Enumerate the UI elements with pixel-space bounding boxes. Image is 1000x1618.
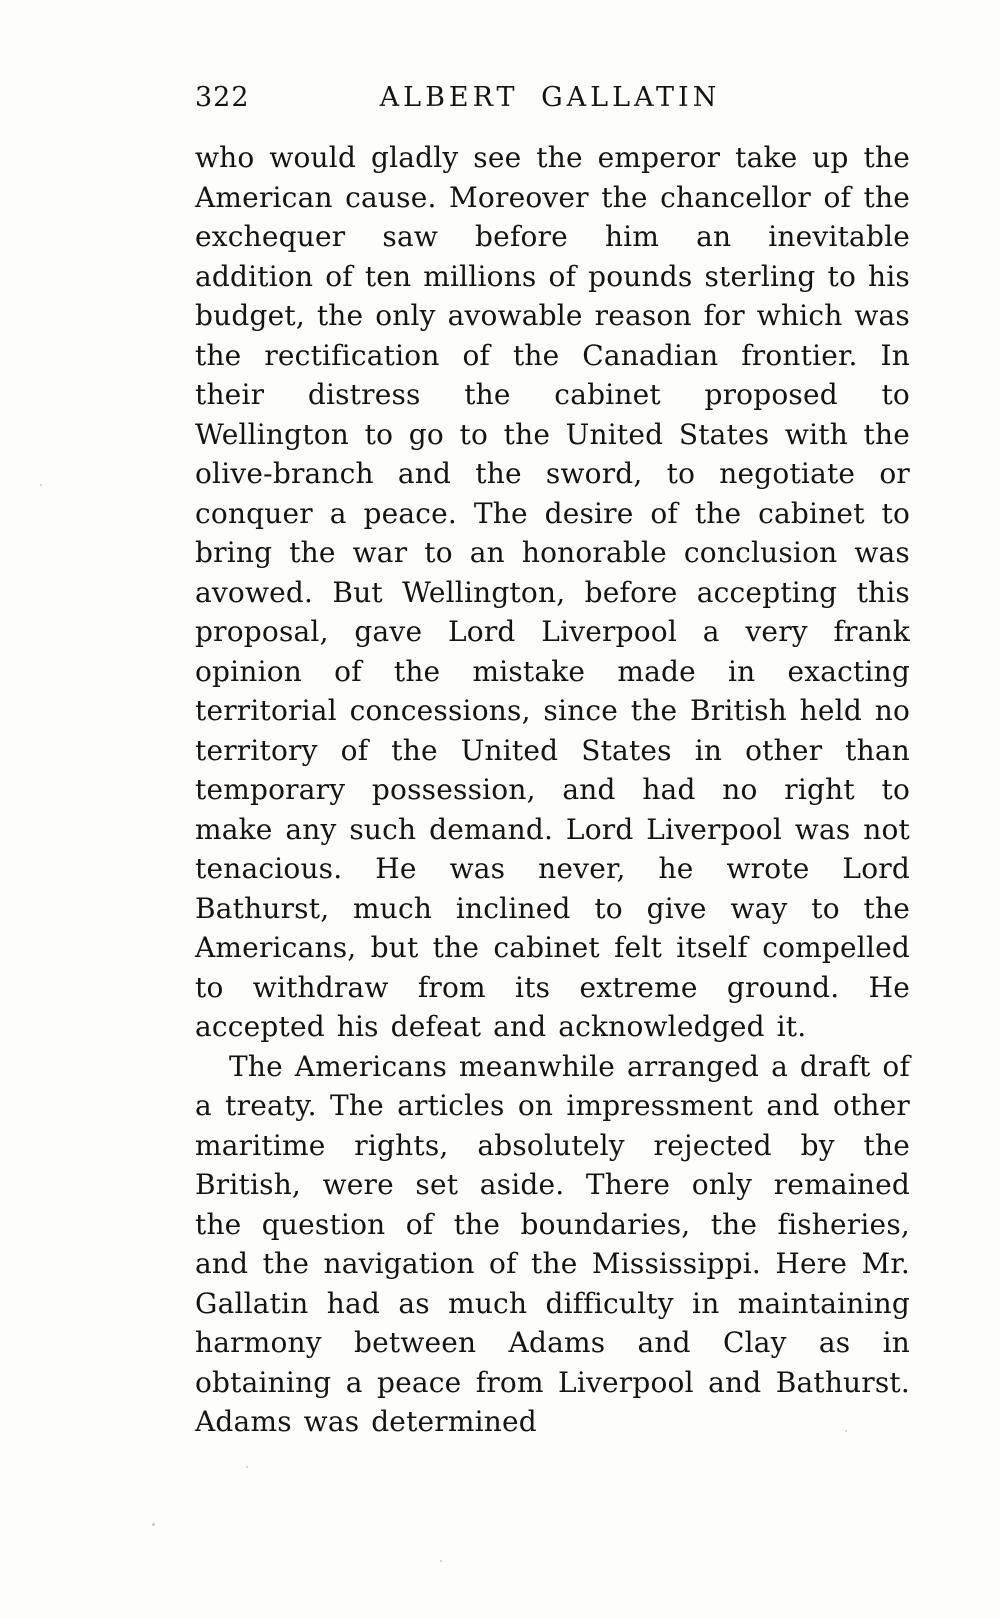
page-number: 322 <box>195 82 250 113</box>
scan-speck <box>246 1466 248 1468</box>
page-header <box>195 82 905 122</box>
page-body <box>195 138 910 1442</box>
paragraph-new: The Americans meanwhile arranged a draft of a treaty. The articles on impressment and other maritime rights, absolutely rejected by the British, were set aside. There only remained the question of the boundaries, the fisheries, and the navigation of the Mississippi. Here Mr. Gallatin had as much difficulty in maintaining harmony between Adams and Clay as in obtaining a peace from Liverpool and Bathurst. Adams was determined <box>195 1049 911 1438</box>
running-title: ALBERT GALLATIN <box>379 82 721 113</box>
scan-speck <box>40 484 42 486</box>
scan-speck <box>440 1560 442 1562</box>
scan-speck <box>152 1523 155 1526</box>
scan-speck <box>845 1430 847 1432</box>
paragraph-continuation: who would gladly see the emperor take up the American cause. Moreover the chancellor of the exchequer saw before him an inevitable addition of ten millions of pounds sterling to his budget, the only avowable reason for which was the rectification of the Canadian frontier. In their distress the cabinet proposed to Wellington to go to the United States with the olive-branch and the sword, to negotiate or conquer a peace. The desire of the cabinet to bring the war to an honorable conclusion was avowed. But Wellington, before accepting this proposal, gave Lord Liverpool a very frank opinion of the mistake made in exacting territorial concessions, since the British held no territory of the United States in other than temporary possession, and had no right to make any such demand. Lord Liverpool was not tenacious. He was never, he wrote Lord Bathurst, much inclined to give way to the Americans, but the cabinet felt itself compelled to withdraw from its extreme ground. He accepted his defeat and acknowledged it. <box>195 141 910 1043</box>
